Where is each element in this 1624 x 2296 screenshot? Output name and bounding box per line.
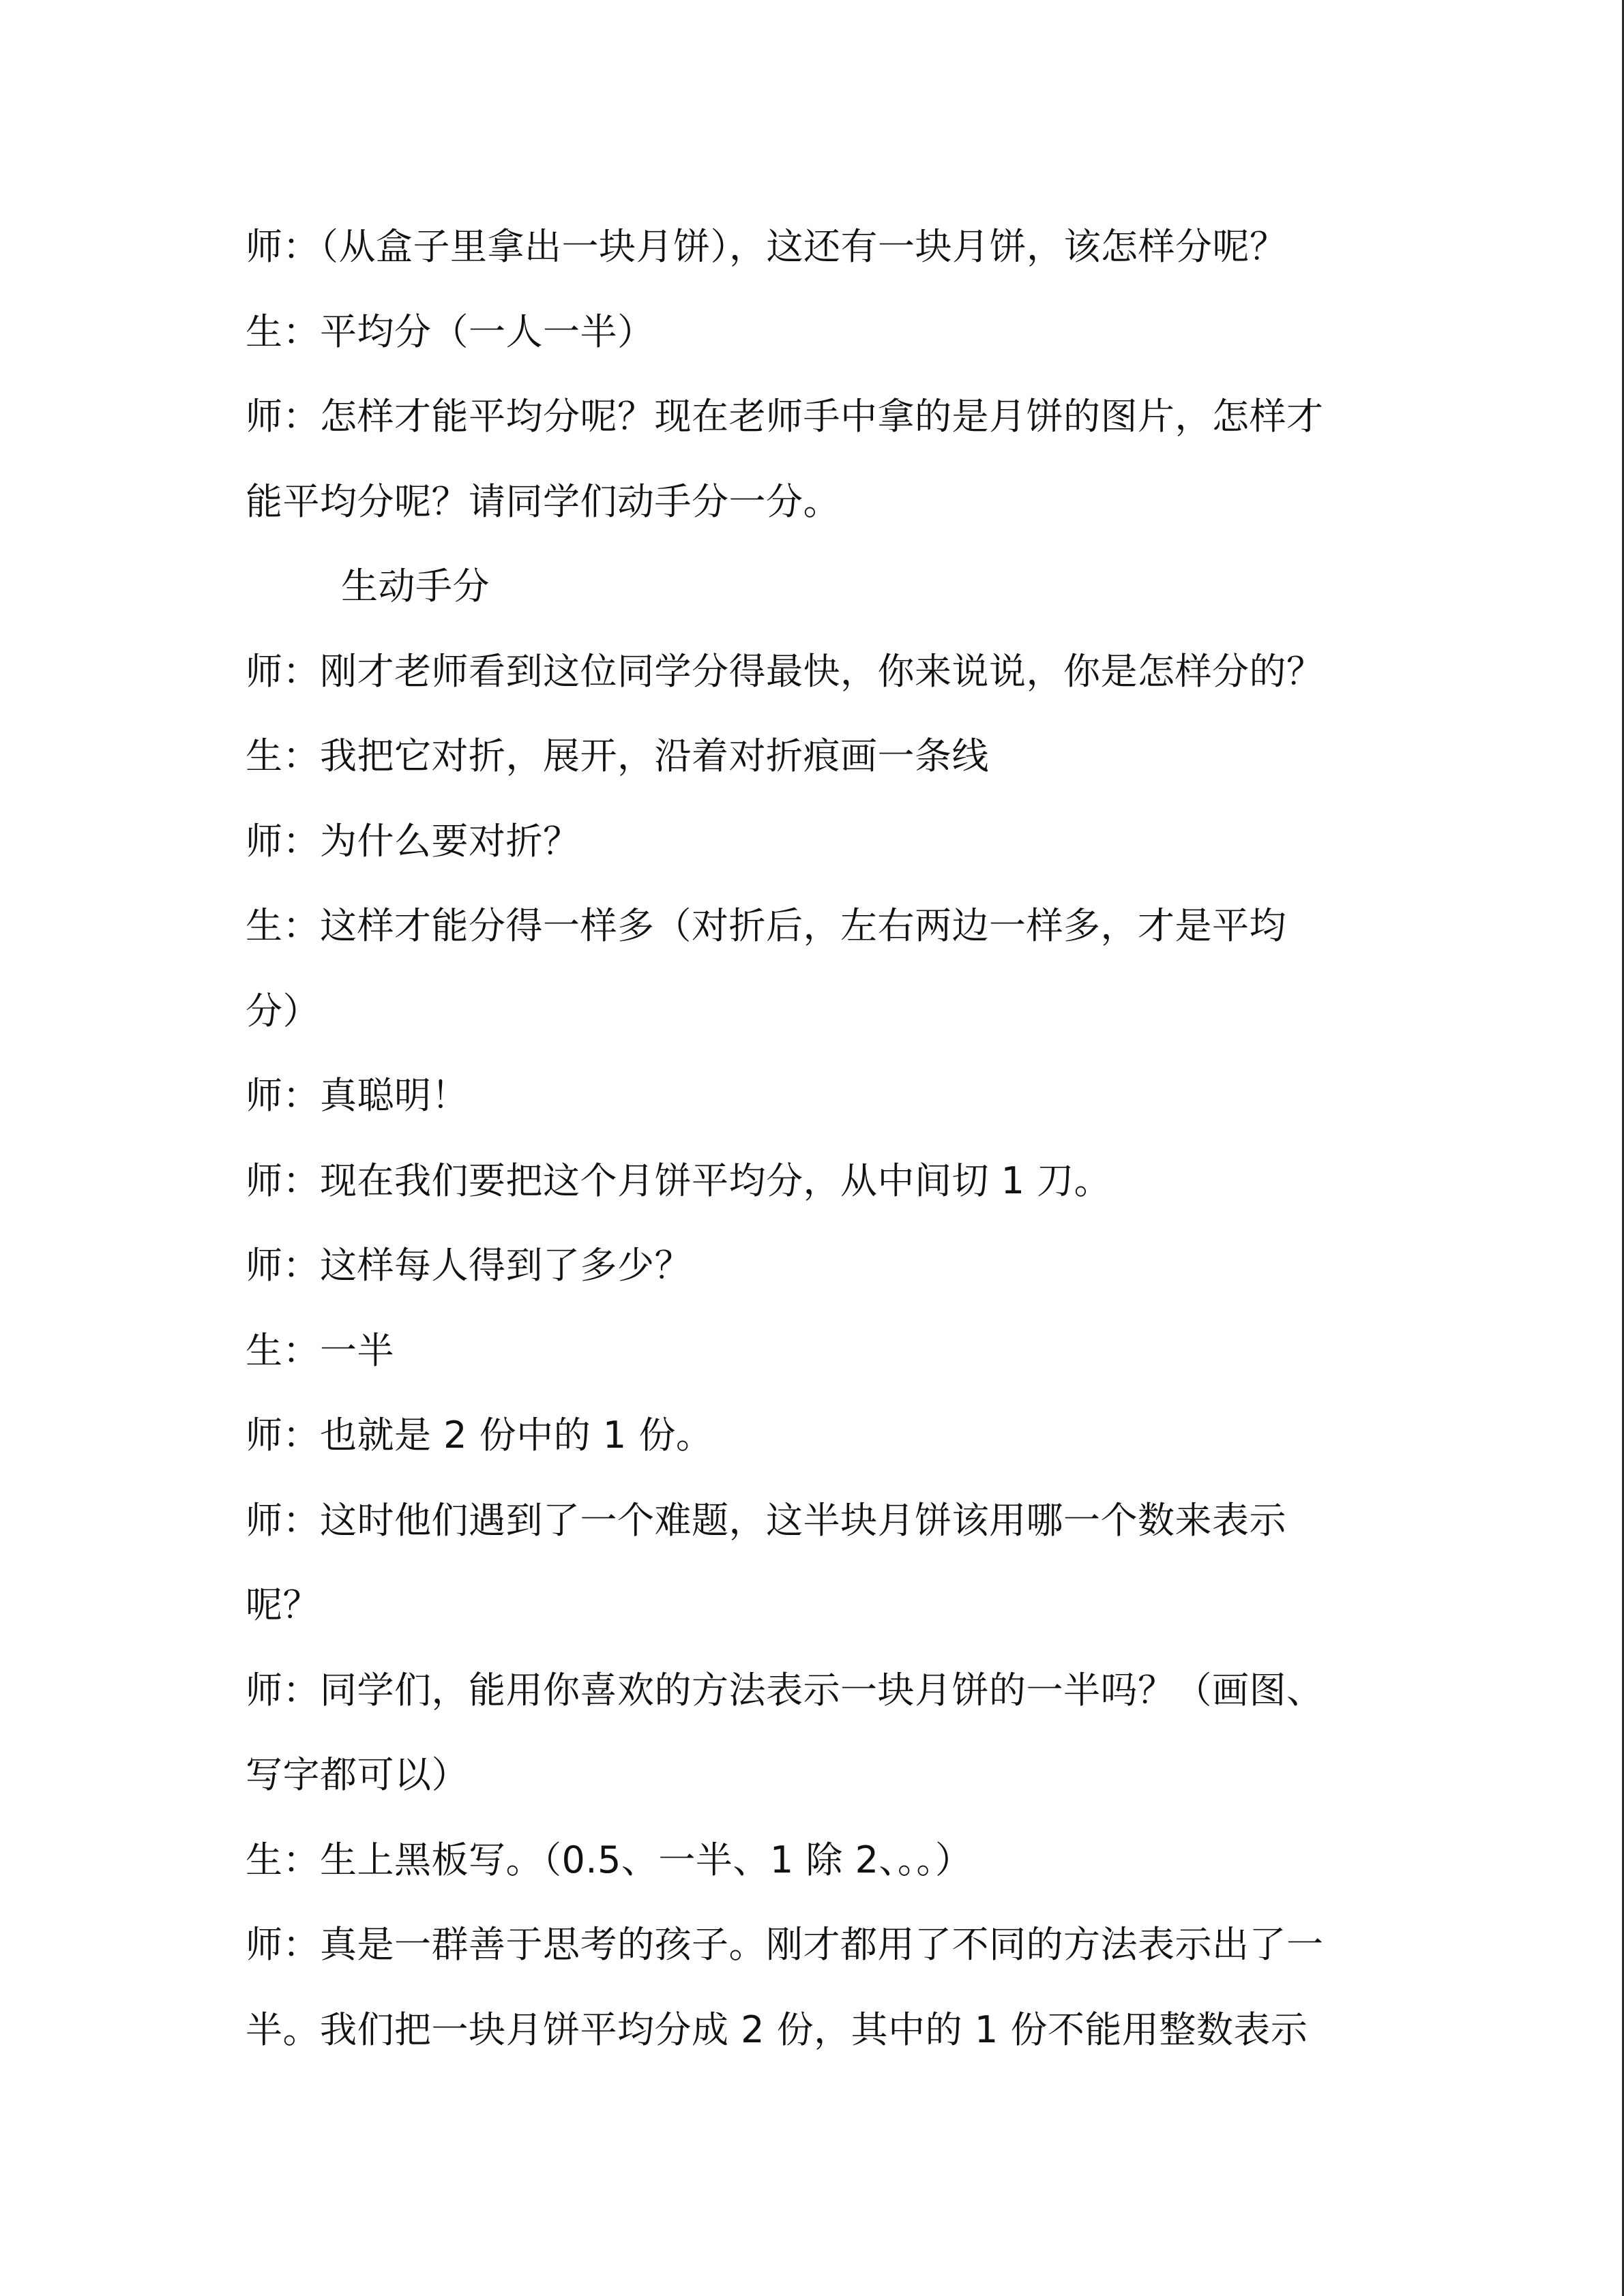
dialogue-line-2: 生：平均分（一人一半） <box>246 310 655 353</box>
dialogue-line-17: 呢？ <box>246 1583 320 1626</box>
stage-direction: 生动手分 <box>341 565 490 608</box>
dialogue-line-6: 师：刚才老师看到这位同学分得最快，你来说说，你是怎样分的？ <box>246 649 1324 693</box>
dialogue-line-1: 师：（从盒子里拿出一块月饼），这还有一块月饼，该怎样分呢？ <box>246 225 1287 268</box>
dialogue-line-15: 师：也就是 2 份中的 1 份。 <box>246 1414 713 1457</box>
dialogue-line-13: 师：这样每人得到了多少？ <box>246 1244 692 1287</box>
dialogue-line-21: 师：真是一群善于思考的孩子。刚才都用了不同的方法表示出了一 <box>246 1923 1324 1966</box>
dialogue-line-4: 能平均分呢？请同学们动手分一分。 <box>246 479 840 523</box>
dialogue-line-20: 生：生上黑板写。（0.5、一半、1 除 2、。。） <box>246 1838 973 1881</box>
dialogue-line-10: 分） <box>246 989 320 1032</box>
dialogue-line-7: 生：我把它对折，展开，沿着对折痕画一条线 <box>246 734 989 777</box>
dialogue-line-16: 师：这时他们遇到了一个难题，这半块月饼该用哪一个数来表示 <box>246 1498 1286 1542</box>
dialogue-line-8: 师：为什么要对折？ <box>246 819 580 863</box>
dialogue-line-19: 写字都可以） <box>246 1753 469 1796</box>
dialogue-line-14: 生：一半 <box>246 1328 394 1372</box>
dialogue-line-11: 师：真聪明！ <box>246 1074 469 1117</box>
dialogue-line-12: 师：现在我们要把这个月饼平均分，从中间切 1 刀。 <box>246 1159 1112 1202</box>
dialogue-line-9: 生：这样才能分得一样多（对折后，左右两边一样多，才是平均 <box>246 904 1286 947</box>
dialogue-line-22: 半。我们把一块月饼平均分成 2 份，其中的 1 份不能用整数表示 <box>246 2008 1308 2051</box>
dialogue-line-3: 师：怎样才能平均分呢？现在老师手中拿的是月饼的图片，怎样才 <box>246 395 1324 438</box>
dialogue-line-18: 师：同学们，能用你喜欢的方法表示一块月饼的一半吗？（画图、 <box>246 1668 1324 1712</box>
document-body <box>246 205 1405 2072</box>
